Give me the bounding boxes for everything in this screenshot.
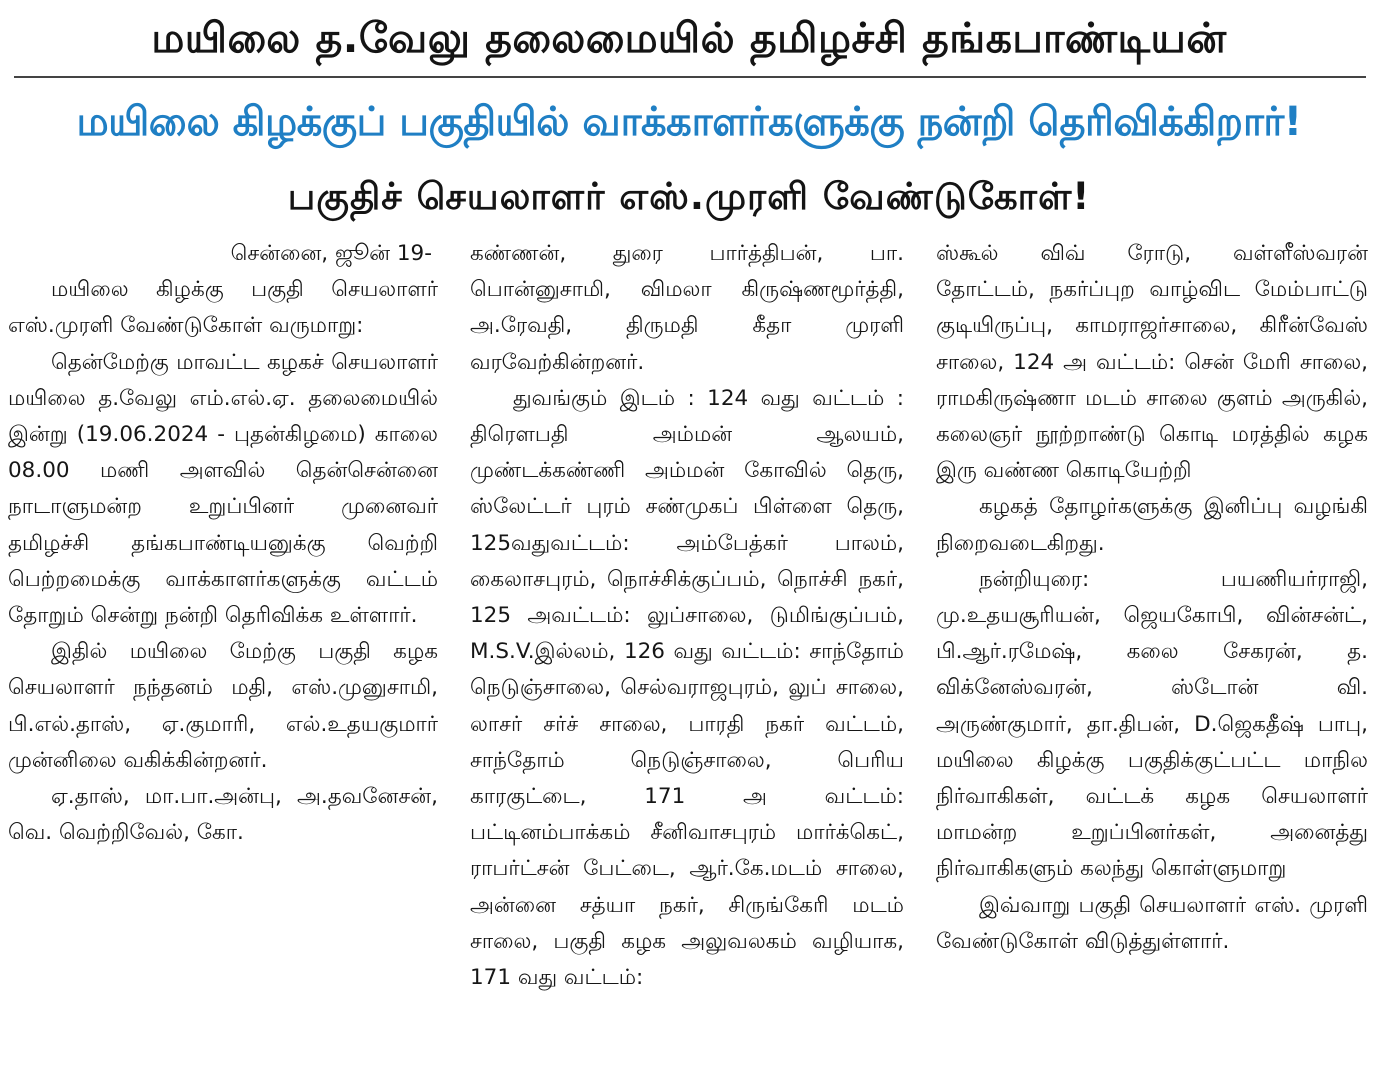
- paragraph: ஏ.தாஸ், மா.பா.அன்பு, அ.தவனேசன், வெ. வெற்றிவேல், கோ.: [8, 784, 438, 846]
- paragraph: தென்மேற்கு மாவட்ட கழகச் செயலாளர் மயிலை த.வேலு எம்.எல்.ஏ. தலைமையில் இன்று (19.06.2024 - புதன்கிழமை) காலை 08.00 மணி அளவில் தென்சென்னை நாடாளுமன்ற உறுப்பினர் முனைவர் தமிழச்சி தங்கபாண்டியனுக்கு வெற்றி பெற்றமைக்கு வாக்காளர்களுக்கு வட்டம் தோறும் சென்று நன்றி தெரிவிக்க உள்ளார்.: [8, 349, 438, 629]
- headline-rule: [14, 76, 1366, 78]
- paragraph: இதில் மயிலை மேற்கு பகுதி கழக செயலாளர் நந்தனம் மதி, எஸ்.முனுசாமி, பி.எல்.தாஸ், ஏ.குமாரி, எல்.உதயகுமார் முன்னிலை வகிக்கின்றனர்.: [8, 639, 438, 773]
- headline: மயிலை த.வேலு தலைமையில் தமிழச்சி தங்கபாண்டியன்: [151, 14, 1227, 62]
- dateline: சென்னை, ஜூன் 19-: [230, 241, 432, 266]
- paragraph: மயிலை கிழக்கு பகுதி செயலாளர் எஸ்.முரளி வேண்டுகோள் வருமாறு:: [8, 277, 438, 339]
- article-column-2: [470, 236, 904, 1082]
- paragraph: துவங்கும் இடம் : 124 வது வட்டம் : திரௌபதி அம்மன் ஆலயம், முண்டக்கண்ணி அம்மன் கோவில் தெரு, ஸ்லேட்டர் புரம் சண்முகப் பிள்ளை தெரு, 125வதுவட்டம்: அம்பேத்கர் பாலம், கைலாசபுரம், நொச்சிக்குப்பம், நொச்சி நகர், 125 அவட்டம்: லுப்சாலை, டுமிங்குப்பம், M.S.V.இல்லம், 126 வது வட்டம்: சாந்தோம் நெடுஞ்சாலை, செல்வராஜபுரம், லுப் சாலை, லாசர் சர்ச் சாலை, பாரதி நகர் வட்டம், சாந்தோம் நெடுஞ்சாலை, பெரிய காரகுட்டை, 171 அ வட்டம்: பட்டினம்பாக்கம் சீனிவாசபுரம் மார்க்கெட், ராபர்ட்சன் பேட்டை, ஆர்.கே.மடம் சாலை, அன்னை சத்யா நகர், சிருங்கேரி மடம் சாலை, பகுதி கழக அலுவலகம் வழியாக, 171 வது வட்டம்:: [470, 385, 904, 991]
- paragraph: ஸ்கூல் விவ் ரோடு, வள்ளீஸ்வரன் தோட்டம், நகர்ப்புற வாழ்விட மேம்பாட்டு குடியிருப்பு, காமராஜர்சாலை, கிரீன்வேஸ் சாலை, 124 அ வட்டம்: சென் மேரி சாலை, ராமகிருஷ்ணா மடம் சாலை குளம் அருகில், கலைஞர் நூற்றாண்டு கொடி மரத்தில் கழக இரு வண்ண கொடியேற்றி: [936, 241, 1368, 484]
- paragraph: கண்ணன், துரை பார்த்திபன், பா. பொன்னுசாமி, விமலா கிருஷ்ணமூர்த்தி, அ.ரேவதி, திருமதி கீதா முரளி வரவேற்கின்றனர்.: [470, 241, 904, 375]
- tagline: பகுதிச் செயலாளர் எஸ்.முரளி வேண்டுகோள்!: [287, 175, 1091, 218]
- subheadline: மயிலை கிழக்குப் பகுதியில் வாக்காளர்களுக்கு நன்றி தெரிவிக்கிறார்!: [76, 99, 1302, 145]
- paragraph: கழகத் தோழர்களுக்கு இனிப்பு வழங்கி நிறைவடைகிறது.: [936, 494, 1368, 556]
- paragraph: நன்றியுரை: பயணியர்ராஜி, மு.உதயசூரியன், ஜெயகோபி, வின்சன்ட், பி.ஆர்.ரமேஷ், கலை சேகரன், த. விக்னேஸ்வரன், ஸ்டோன் வி. அருண்குமார், தா.திபன், D.ஜெகதீஷ் பாபு, மயிலை கிழக்கு பகுதிக்குட்பட்ட மாநில நிர்வாகிகள், வட்டக் கழக செயலாளர் மாமன்ற உறுப்பினர்கள், அனைத்து நிர்வாகிகளும் கலந்து கொள்ளுமாறு: [936, 566, 1368, 882]
- article-column-1: [8, 236, 438, 1082]
- article-column-3: [936, 236, 1368, 1082]
- paragraph: இவ்வாறு பகுதி செயலாளர் எஸ். முரளி வேண்டுகோள் விடுத்துள்ளார்.: [936, 892, 1368, 954]
